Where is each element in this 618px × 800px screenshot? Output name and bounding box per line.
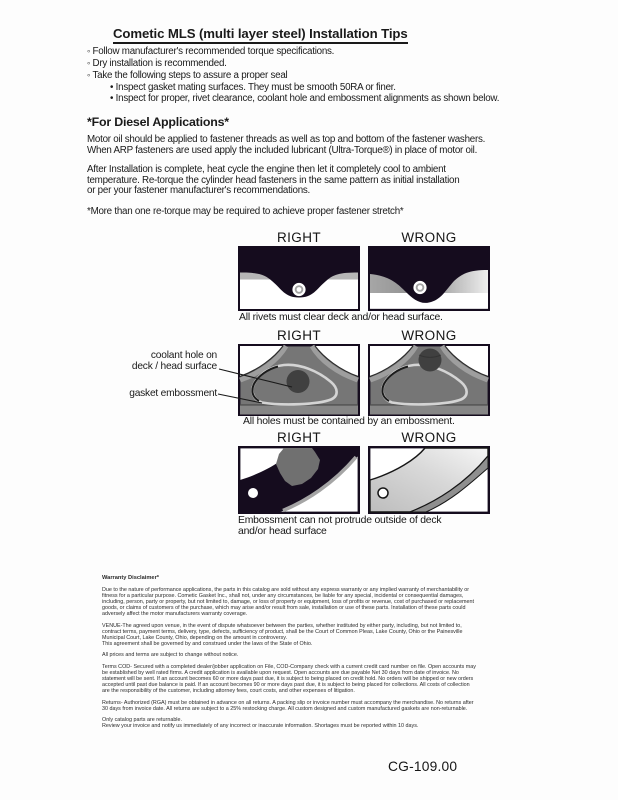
warranty-paragraph <box>102 588 522 618</box>
legal-line: Terms COD- Secured with a completed dealer/jobber application on File, COD-Company check with a current credit card number on file. Open accounts may <box>102 664 476 671</box>
page-title: Cometic MLS (multi layer steel) Installation Tips <box>113 26 408 44</box>
coolant-hole-annotation <box>95 350 217 372</box>
coolant-hole-right-diagram <box>238 344 360 416</box>
tip-sub-item: • Inspect gasket mating surfaces. They must be smooth 50RA or finer. <box>110 82 499 93</box>
legal-line: This agreement shall be governed by and construed under the laws of the State of Ohio. <box>102 640 313 647</box>
right-label: RIGHT <box>277 430 321 445</box>
prices-paragraph <box>102 653 522 659</box>
caption-line: Embossment can not protrude outside of deck <box>238 515 442 526</box>
rivet-clearance-wrong-diagram <box>368 246 490 311</box>
legal-line: adversely affect the motor manufacturers warranty coverage. <box>102 610 248 617</box>
embossment-caption <box>238 515 441 537</box>
paragraph-line: or per your fastener manufacturer's recommendations. <box>87 185 311 197</box>
coolant-hole-caption: All holes must be contained by an embossment. <box>243 416 455 427</box>
caption-line: and/or head surface <box>238 526 327 538</box>
paragraph-line: temperature. Re-torque the cylinder head fasteners in the same pattern as initial installation <box>87 174 460 186</box>
venue-paragraph <box>102 624 522 648</box>
tip-item: ◦ Dry installation is recommended. <box>87 58 499 70</box>
legal-line: Municipal Court, Lake County, Ohio, depending on the amount in controversy. <box>102 634 287 641</box>
legal-line: statement will be sent. If an account becomes 60 or more days past due, it is subject to being placed on credit hold. No orders will be shipped or new orders <box>102 675 474 682</box>
legal-line: Review your invoice and notify us immediately of any incorrect or inaccurate information. Shortages must be reported within 10 days. <box>102 723 419 730</box>
legal-line: fitness for a particular purpose. Cometic Gasket Inc., shall not, under any circumstances, be liable for any special, incidental or consequential damages, <box>102 593 464 600</box>
legal-line: goods, or claims of customers of the purchase, which may arise and/or result from sale, installation or use of these parts. Installation of these parts could <box>102 605 466 611</box>
annotation-line: deck / head surface <box>131 361 217 372</box>
legal-line: 30 days from invoice date. All returns are subject to a 25% restocking charge. All custom designed and custom manufactured gaskets are non-returnable. <box>102 705 468 712</box>
legal-line: Only catalog parts are returnable. <box>102 717 183 724</box>
right-label: RIGHT <box>277 328 321 343</box>
legal-line: All prices and terms are subject to change without notice. <box>102 652 239 659</box>
legal-line: Due to the nature of performance applications, the parts in this catalog are sold without any express warranty or any implied warranty of merchantability or <box>102 587 470 594</box>
retorque-note: *More than one re-torque may be required to achieve proper fastener stretch* <box>87 206 404 217</box>
legal-line: be established by well rated firms. A credit application is available upon request. Open accounts are due payable Net 30 days from date of invoice. No <box>102 670 459 677</box>
terms-paragraph <box>102 665 522 695</box>
legal-line: including, person, party or property, but not limited to, damage, or loss of property or equipment, loss of profits or revenue, cost of purchased or replacement <box>102 599 475 606</box>
embossment-wrong-diagram <box>368 446 490 514</box>
warranty-disclaimer-heading: Warranty Disclaimer* <box>102 575 160 581</box>
diesel-paragraph-1 <box>87 135 485 156</box>
tip-item: ◦ Take the following steps to assure a proper seal <box>87 70 499 82</box>
paragraph-line: Motor oil should be applied to fastener threads as well as top and bottom of the fastener washers. <box>87 134 486 145</box>
legal-line: Returns- Authorized (RGA) must be obtained in advance on all returns. A packing slip or invoice number must accompany the merchandise. No returns after <box>102 699 474 706</box>
legal-section <box>102 576 522 736</box>
wrong-label: WRONG <box>401 230 457 245</box>
wrong-label: WRONG <box>401 328 457 343</box>
legal-line: VENUE-The agreed upon venue, in the event of dispute whatsoever between the parties, whether instituted by either party, including, but not limited to, <box>102 622 462 629</box>
coolant-hole-wrong-diagram <box>368 344 490 416</box>
legal-line: contract terms, payment terms, delivery, type, defects, sufficiency of product, shall be the Court of Common Pleas, Lake County, Ohio or the Painesville <box>102 628 463 635</box>
tip-sub-item: • Inspect for proper, rivet clearance, coolant hole and embossment alignments as shown below. <box>110 93 499 104</box>
embossment-right-diagram <box>238 446 360 514</box>
right-label: RIGHT <box>277 230 321 245</box>
returns-paragraph <box>102 701 522 713</box>
wrong-label: WRONG <box>401 430 457 445</box>
page-code: CG-109.00 <box>388 759 458 774</box>
rivets-caption: All rivets must clear deck and/or head surface. <box>239 312 443 323</box>
tips-list <box>87 46 499 104</box>
closing-paragraph <box>102 718 522 730</box>
diesel-paragraph-2 <box>87 165 459 197</box>
diesel-section-heading: *For Diesel Applications* <box>87 115 229 129</box>
annotation-line: coolant hole on <box>150 350 217 361</box>
paragraph-line: After Installation is complete, heat cycle the engine then let it completely cool to ambient <box>87 164 446 175</box>
legal-line: accepted until past due balance is paid. If an account becomes 90 or more days past due, it is subject to being placed for collections. All costs of collection <box>102 681 470 688</box>
tip-item: ◦ Follow manufacturer's recommended torque specifications. <box>87 46 499 58</box>
rivet-clearance-right-diagram <box>238 246 360 311</box>
paragraph-line: When ARP fasteners are used apply the included lubricant (Ultra-Torque®) in place of motor oil. <box>87 144 478 156</box>
gasket-embossment-annotation: gasket embossment <box>129 388 217 399</box>
legal-line: are the responsibility of the customer, including attorney fees, court costs, and other expenses of litigation. <box>102 687 355 694</box>
